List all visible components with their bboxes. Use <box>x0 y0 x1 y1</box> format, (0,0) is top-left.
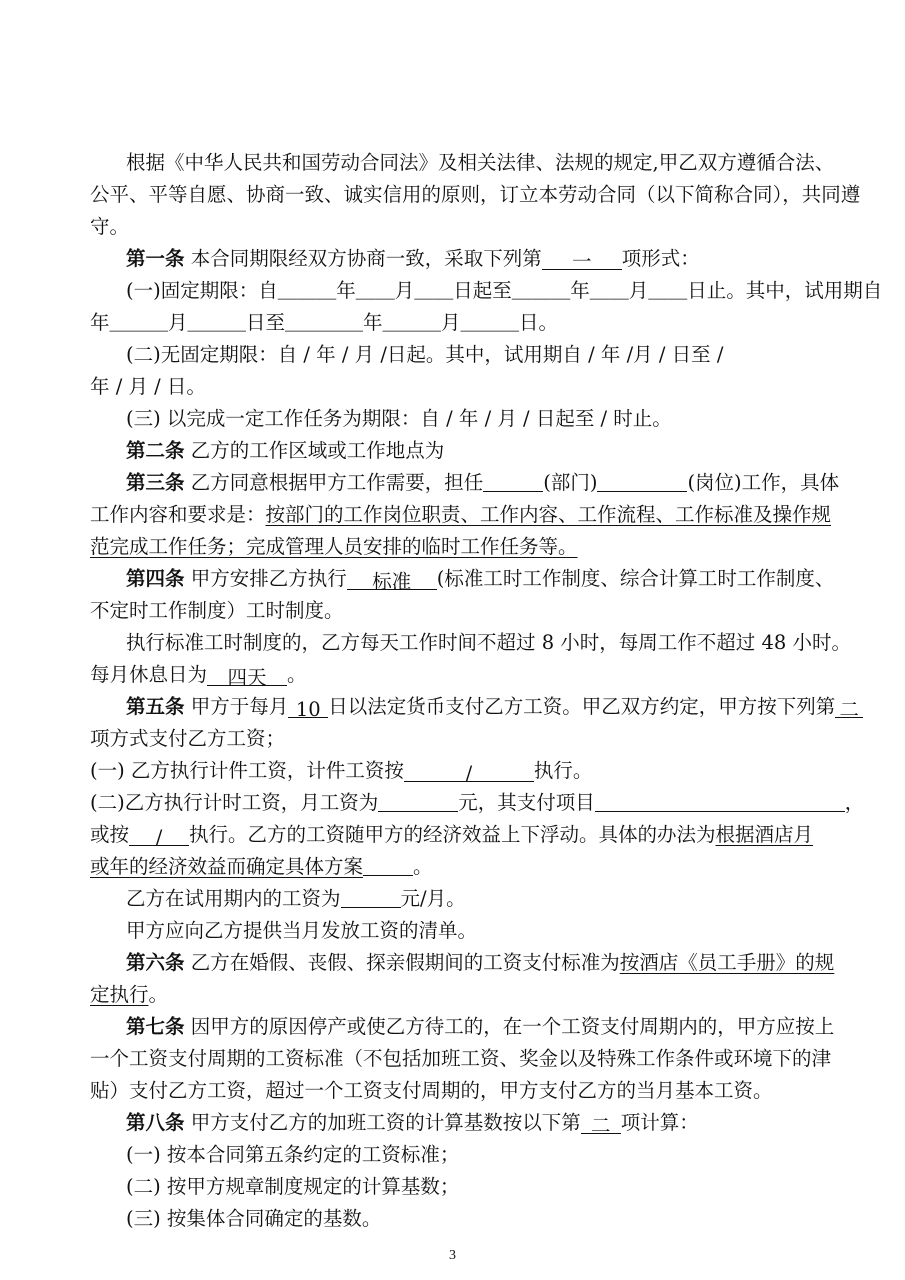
pay-items-blank <box>595 789 845 812</box>
overtime-option-3: (三) 按集体合同确定的基数。 <box>126 1207 382 1230</box>
work-hour-system: 标准 <box>347 567 437 590</box>
time-wage-line <box>90 788 864 818</box>
open-term-line-1: (二)无固定期限：自 / 年 / 月 /日起。其中，试用期自 / 年 /月 / 日至 / <box>126 343 724 366</box>
pay-day-value: 10 <box>288 695 328 718</box>
article-4-line-3: 执行标准工时制度的，乙方每天工作时间不超过 8 小时，每周工作不超过 48 小时。 <box>126 631 852 654</box>
article-8-line-1 <box>90 1108 699 1138</box>
work-hour-options: (标准工时工作制度、综合计算工时工作制度、 <box>436 567 835 590</box>
article-1-choice: 一 <box>542 247 622 270</box>
department-label: (部门) <box>543 471 598 494</box>
article-3-line-3 <box>90 532 578 562</box>
pay-method-choice: 二 <box>835 695 863 718</box>
overtime-base-label: 甲方支付乙方的加班工资的计算基数按以下第 <box>190 1111 581 1134</box>
comma: ， <box>844 791 865 814</box>
probation-wage-label: 乙方在试用期内的工资为 <box>126 887 341 910</box>
article-1-tail: 项形式： <box>621 247 700 270</box>
article-3-line-1 <box>90 468 839 498</box>
article-5-line-1 <box>90 692 863 722</box>
overtime-base-tail: 项计算： <box>620 1111 699 1134</box>
intro-line-3: 守。 <box>90 215 130 238</box>
job-content-value: 按部门的工作岗位职责、工作内容、工作流程、工作标准及操作规 <box>265 503 832 526</box>
time-wage-line-2 <box>90 820 813 850</box>
job-content-label: 工作内容和要求是： <box>90 503 266 526</box>
fixed-term-line-1: (一)固定期限：自＿＿＿年＿＿月＿＿日起至＿＿＿年＿＿月＿＿日止。其中，试用期自 <box>126 279 883 302</box>
wage-method-value-cont: 或年的经济效益而确定具体方案 <box>90 855 364 878</box>
period: 。 <box>148 983 169 1006</box>
article-3-title: 第三条 <box>126 471 185 494</box>
position-label: (岗位)工作，具体 <box>687 471 840 494</box>
probation-wage-line <box>90 884 466 914</box>
or-by-value: / <box>129 823 189 846</box>
pay-method-text: 日以法定货币支付乙方工资。甲乙双方约定，甲方按下列第 <box>328 695 836 718</box>
intro-line-2: 公平、平等自愿、协商一致、诚实信用的原则，订立本劳动合同（以下简称合同），共同遵 <box>90 183 861 206</box>
article-4-line-1 <box>90 564 834 594</box>
article-2-title: 第二条 <box>126 439 185 462</box>
job-content-value-cont: 范完成工作任务；完成管理人员安排的临时工作任务等。 <box>90 535 578 558</box>
wage-method-blank <box>363 853 413 876</box>
leave-pay-label: 乙方在婚假、丧假、探亲假期间的工资支付标准为 <box>190 951 620 974</box>
article-2 <box>90 436 444 466</box>
time-wage-line-3 <box>90 852 433 882</box>
article-3-text: 乙方同意根据甲方工作需要，担任 <box>190 471 484 494</box>
piece-wage-tail: 执行。 <box>533 759 593 782</box>
wage-float-text: 执行。乙方的工资随甲方的经济效益上下浮动。具体的办法为 <box>189 823 716 846</box>
article-7-title: 第七条 <box>126 1015 185 1038</box>
open-term-line-2: 年 / 月 / 日。 <box>90 375 206 398</box>
leave-pay-value-cont: 定执行 <box>90 983 149 1006</box>
page-number: 3 <box>449 1248 456 1263</box>
article-6-title: 第六条 <box>126 951 185 974</box>
article-6-line-2 <box>90 980 168 1010</box>
position-blank <box>597 469 687 492</box>
rest-days-label: 每月休息日为 <box>90 663 208 686</box>
leave-pay-value: 按酒店《员工手册》的规 <box>619 951 835 974</box>
intro-line-1: 根据《中华人民共和国劳动合同法》及相关法律、法规的规定,甲乙双方遵循合法、 <box>126 151 835 174</box>
piece-wage-value: / <box>404 759 534 782</box>
probation-wage-blank <box>341 885 401 908</box>
pay-slip-line: 甲方应向乙方提供当月发放工资的清单。 <box>126 919 478 942</box>
piece-wage-label: (一) 乙方执行计件工资，计件工资按 <box>90 759 404 782</box>
article-7-line-2: 一个工资支付周期的工资标准（不包括加班工资、奖金以及特殊工作条件或环境下的津 <box>90 1047 832 1070</box>
pay-items-label: 元，其支付项目 <box>458 791 595 814</box>
pay-day-label: 甲方于每月 <box>190 695 289 718</box>
article-4-text: 甲方安排乙方执行 <box>190 567 347 590</box>
rest-days-value: 四天 <box>207 663 287 686</box>
period: 。 <box>287 663 307 686</box>
piece-wage-line <box>90 756 592 786</box>
article-1-title: 第一条 <box>126 247 185 270</box>
department-blank <box>483 469 543 492</box>
article-5-line-2: 项方式支付乙方工资； <box>90 727 286 750</box>
task-term-line: (三) 以完成一定工作任务为期限：自 / 年 / 月 / 日起至 / 时止。 <box>126 407 672 430</box>
monthly-wage-blank <box>378 789 458 812</box>
article-5-title: 第五条 <box>126 695 185 718</box>
article-8-title: 第八条 <box>126 1111 185 1134</box>
wage-method-value: 根据酒店月 <box>715 823 814 846</box>
article-1-text: 本合同期限经双方协商一致，采取下列第 <box>190 247 542 270</box>
article-2-text: 乙方的工作区域或工作地点为 <box>190 439 445 462</box>
period: 。 <box>413 855 433 878</box>
article-7-text: 因甲方的原因停产或使乙方待工的，在一个工资支付周期内的，甲方应按上 <box>190 1015 835 1038</box>
article-7-line-3: 贴）支付乙方工资，超过一个工资支付周期的，甲方支付乙方的当月基本工资。 <box>90 1079 773 1102</box>
article-4-line-2: 不定时工作制度）工时制度。 <box>90 599 344 622</box>
probation-wage-unit: 元/月。 <box>400 887 466 910</box>
fixed-term-line-2: 年＿＿＿月＿＿＿日至＿＿＿＿年＿＿＿月＿＿＿日。 <box>90 311 559 334</box>
article-7-line-1 <box>90 1012 834 1042</box>
article-6-line-1 <box>90 948 834 978</box>
overtime-option-2: (二) 按甲方规章制度规定的计算基数； <box>126 1175 460 1198</box>
article-4-line-4 <box>90 660 307 690</box>
or-by-label: 或按 <box>90 823 130 846</box>
overtime-base-choice: 二 <box>581 1111 621 1134</box>
monthly-wage-label: (二)乙方执行计时工资，月工资为 <box>90 791 379 814</box>
article-3-line-2 <box>90 500 831 530</box>
article-4-title: 第四条 <box>126 567 185 590</box>
overtime-option-1: (一) 按本合同第五条约定的工资标准； <box>126 1143 460 1166</box>
article-1-heading <box>90 244 700 274</box>
